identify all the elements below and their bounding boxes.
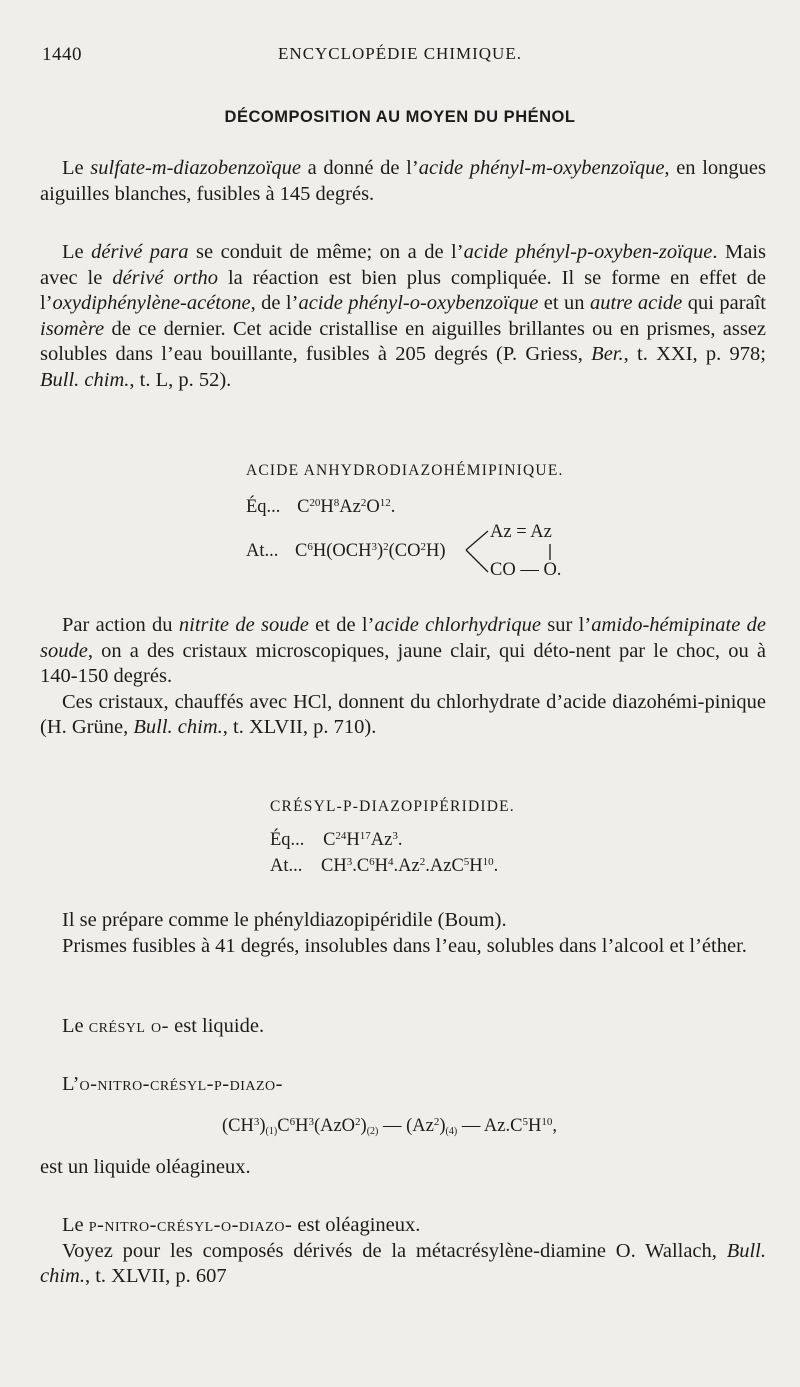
italic-term: nitrite de soude <box>178 614 309 636</box>
text: Voyez pour les composés dérivés de la métacrésylène-diamine O. Wallach, <box>62 1239 727 1262</box>
formula-eq-line <box>270 830 402 851</box>
text: Il se prépare comme le phényldiazopipéridile (Boum). <box>62 909 507 931</box>
italic-term: amido-hémipinate de soude <box>40 614 767 662</box>
text: Le <box>62 1015 89 1037</box>
smallcaps-term: crésyl o- <box>88 1015 169 1037</box>
italic-term: acide phényl-o-oxybenzoïque <box>298 292 539 314</box>
text: a donné de l’ <box>300 157 419 179</box>
paragraph-7 <box>40 1014 766 1040</box>
text: , de l’ <box>250 292 299 314</box>
smallcaps-term: p-nitro-crésyl-o-diazo- <box>88 1214 293 1236</box>
formula-at-line <box>270 856 498 877</box>
italic-term: autre acide <box>589 292 683 314</box>
text: , t. XXI, p. 978; <box>623 343 766 365</box>
paragraph-10 <box>40 1213 766 1290</box>
italic-term: dérivé ortho <box>112 266 218 289</box>
formula-at: $CH^3.C^6H^4.Az^2.AzC^5H^{10}$. <box>321 856 499 876</box>
az-az-group: Az = Az <box>490 522 552 542</box>
text: , t. XLVII, p. 710). <box>222 716 377 738</box>
text: est oléagineux. <box>292 1214 421 1236</box>
paragraph-2 <box>40 240 766 393</box>
text: , en longues aiguilles blanches, fusibles à 145 degrés. <box>40 157 766 205</box>
text: . Mais avec le <box>40 241 767 289</box>
italic-term: Bull. chim. <box>133 716 223 738</box>
bond-vertical <box>547 542 553 562</box>
text: Le <box>62 1214 89 1236</box>
formula-nitro-cresyl: $(CH^3)_{(1)}C^6H^3(AzO^2)_{(2)}$ — $(Az^2)_{(4)}$ — $Az.C^5H^{10}$, <box>222 1116 557 1137</box>
paragraph-9 <box>40 1155 766 1181</box>
italic-term: sulfate-m-diazobenzoïque <box>90 157 301 179</box>
compound-title: ACIDE ANHYDRODIAZOHÉMIPINIQUE. <box>246 462 564 479</box>
paragraph-8 <box>40 1072 766 1098</box>
formula-at-line <box>246 541 446 562</box>
paragraph-4 <box>40 690 766 741</box>
formula-eq: $C^{24}H^{17}Az^3$. <box>323 830 403 850</box>
formula-label: At... <box>246 541 279 561</box>
bond-bracket <box>462 528 492 576</box>
paragraph-3 <box>40 613 766 741</box>
italic-term: Bull. chim. <box>40 368 130 391</box>
italic-term: dérivé para <box>91 241 189 263</box>
italic-term: Bull. chim. <box>40 1239 766 1287</box>
paragraph-5 <box>40 908 766 959</box>
text: est un liquide oléagineux. <box>40 1156 251 1178</box>
co-o-group: CO — O. <box>490 560 562 580</box>
text: est liquide. <box>169 1015 265 1037</box>
formula-eq-line <box>246 497 395 518</box>
smallcaps-term: o-nitro-crésyl-p-diazo- <box>79 1073 283 1095</box>
formula-eq: $C^{20}H^8Az^2O^{12}$. <box>297 497 396 517</box>
paragraph-11 <box>40 1239 766 1290</box>
italic-term: Ber. <box>591 343 624 365</box>
text: et de l’ <box>308 614 375 636</box>
formula-at: $C^6H(OCH^3)^2(CO^2H)$ <box>295 541 446 561</box>
text: se conduit de même; on a de l’ <box>188 241 464 263</box>
paragraph-6: Prismes fusibles à 41 degrés, insolubles dans l’eau, solubles dans l’alcool et l’éther. <box>62 934 747 957</box>
italic-term: acide phényl-p-oxyben-zoïque <box>463 241 713 263</box>
italic-term: oxydiphénylène-acétone <box>52 292 251 314</box>
text: Le <box>62 241 92 263</box>
formula-label: Éq... <box>246 497 281 517</box>
page-number: 1440 <box>42 44 82 65</box>
paragraph-1 <box>40 156 766 207</box>
formula-label: At... <box>270 856 303 876</box>
text: , on a des cristaux microscopiques, jaune clair, qui déto-nent par le choc, ou à 140-150 degrés. <box>40 639 766 687</box>
running-head: ENCYCLOPÉDIE CHIMIQUE. <box>278 44 522 63</box>
italic-term: acide chlorhydrique <box>374 614 541 636</box>
italic-term: isomère <box>40 317 105 340</box>
italic-term: acide phényl-m-oxybenzoïque <box>418 157 665 179</box>
text: sur l’ <box>540 614 592 636</box>
text: L’ <box>62 1073 80 1095</box>
text: Par action du <box>62 614 179 636</box>
text: de ce dernier. Cet acide cristallise en aiguilles brillantes ou en prismes, assez solubles dans l’eau bouillante, fusibles à 205 degrés (P. Griess, <box>40 317 766 365</box>
compound-title: CRÉSYL-P-DIAZOPIPÉRIDIDE. <box>270 798 515 815</box>
text: Ces cristaux, chauffés avec HCl, donnent du chlorhydrate d’acide diazohémi-pinique (H. Grüne, <box>40 690 766 738</box>
page-header <box>0 40 800 70</box>
text: qui paraît <box>682 292 767 314</box>
text: et un <box>538 292 590 314</box>
text: , t. L, p. 52). <box>129 368 232 391</box>
text: Le <box>62 157 91 179</box>
text: , t. XLVII, p. 607 <box>84 1265 227 1287</box>
formula-label: Éq... <box>270 830 305 850</box>
text: la réaction est bien plus compliquée. Il se forme en effet de l’ <box>40 266 766 314</box>
section-title: DÉCOMPOSITION AU MOYEN DU PHÉNOL <box>224 108 576 126</box>
